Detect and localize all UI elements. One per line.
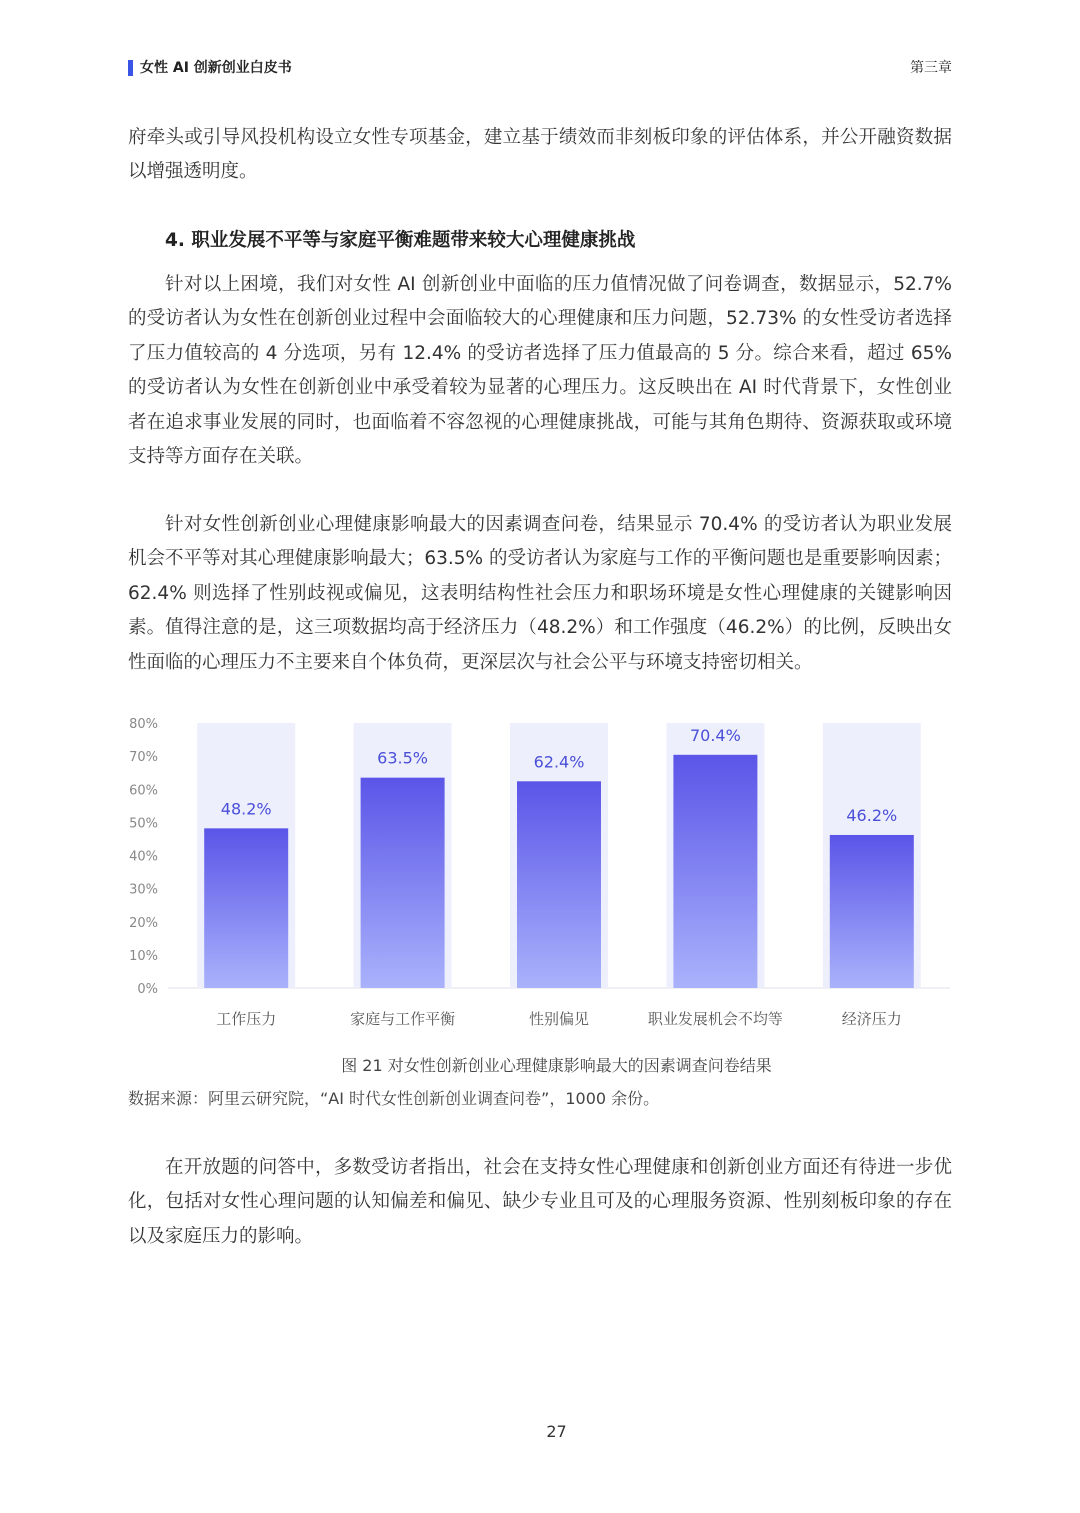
bar-value-label: 48.2% bbox=[220, 799, 272, 819]
page-header bbox=[128, 58, 952, 80]
y-tick-label: 50% bbox=[129, 816, 158, 832]
paragraph-4: 在开放题的问答中，多数受访者指出，社会在支持女性心理健康和创新创业方面还有待进一步优化，包括对女性心理问题的认知偏差和偏见、缺少专业且可及的心理服务资源、性别刻板印象的存在以及家庭压力的影响。 bbox=[128, 1157, 952, 1247]
paragraph-1: 府牵头或引导风投机构设立女性专项基金，建立基于绩效而非刻板印象的评估体系，并公开融资数据以增强透明度。 bbox=[128, 127, 952, 183]
header-title: 女性 AI 创新创业白皮书 bbox=[140, 60, 292, 76]
page-number: 27 bbox=[546, 1422, 567, 1441]
bar bbox=[361, 778, 445, 988]
section-heading: 4. 职业发展不平等与家庭平衡难题带来较大心理健康挑战 bbox=[165, 230, 636, 251]
y-tick-label: 20% bbox=[129, 915, 158, 931]
y-tick-label: 70% bbox=[129, 750, 158, 766]
y-tick-label: 60% bbox=[129, 783, 158, 799]
bar-value-label: 62.4% bbox=[533, 752, 585, 772]
bar bbox=[673, 755, 757, 988]
header-chapter: 第三章 bbox=[910, 60, 952, 76]
bar bbox=[830, 835, 914, 988]
paragraph-3: 针对女性创新创业心理健康影响最大的因素调查问卷，结果显示 70.4% 的受访者认为职业发展机会不平等对其心理健康影响最大；63.5% 的受访者认为家庭与工作的平衡问题也是重要影响因素；62.4% 则选择了性别歧视或偏见，这表明结构性社会压力和职场环境是女性心理健康的关键影响因素。值得注意的是，这三项数据均高于经济压力（48.2%）和工作强度（46.2%）的比例，反映出女性面临的心理压力不主要来自个体负荷，更深层次与社会公平与环境支持密切相关。 bbox=[128, 514, 952, 673]
figure-source: 数据来源：阿里云研究院，“AI 时代女性创新创业调查问卷”，1000 余份。 bbox=[128, 1089, 660, 1108]
y-tick-label: 30% bbox=[129, 882, 158, 898]
x-category-label: 家庭与工作平衡 bbox=[350, 1010, 456, 1028]
bar-value-label: 63.5% bbox=[377, 748, 429, 768]
y-tick-label: 80% bbox=[129, 717, 158, 732]
y-tick-label: 40% bbox=[129, 849, 158, 865]
bar-chart bbox=[110, 706, 970, 1046]
bar-value-label: 46.2% bbox=[846, 805, 898, 825]
bar bbox=[204, 828, 288, 988]
bar-value-label: 70.4% bbox=[689, 725, 741, 745]
y-tick-label: 0% bbox=[137, 982, 158, 997]
bar bbox=[517, 781, 601, 988]
x-category-label: 经济压力 bbox=[841, 1010, 902, 1028]
x-category-label: 性别偏见 bbox=[528, 1010, 590, 1028]
y-tick-label: 10% bbox=[129, 948, 158, 964]
x-category-label: 工作压力 bbox=[216, 1010, 277, 1028]
figure-caption: 图 21 对女性创新创业心理健康影响最大的因素调查问卷结果 bbox=[341, 1056, 772, 1075]
x-category-label: 职业发展机会不均等 bbox=[647, 1010, 783, 1028]
header-accent-bar bbox=[128, 60, 133, 76]
paragraph-2: 针对以上困境，我们对女性 AI 创新创业中面临的压力值情况做了问卷调查，数据显示，52.7% 的受访者认为女性在创新创业过程中会面临较大的心理健康和压力问题，52.73% 的女性受访者选择了压力值较高的 4 分选项，另有 12.4% 的受访者选择了压力值最高的 5 分。综合来看，超过 65% 的受访者认为女性在创新创业中承受着较为显著的心理压力。这反映出在 AI 时代背景下，女性创业者在追求事业发展的同时，也面临着不容忽视的心理健康挑战，可能与其角色期待、资源获取或环境支持等方面存在关联。 bbox=[128, 274, 952, 468]
